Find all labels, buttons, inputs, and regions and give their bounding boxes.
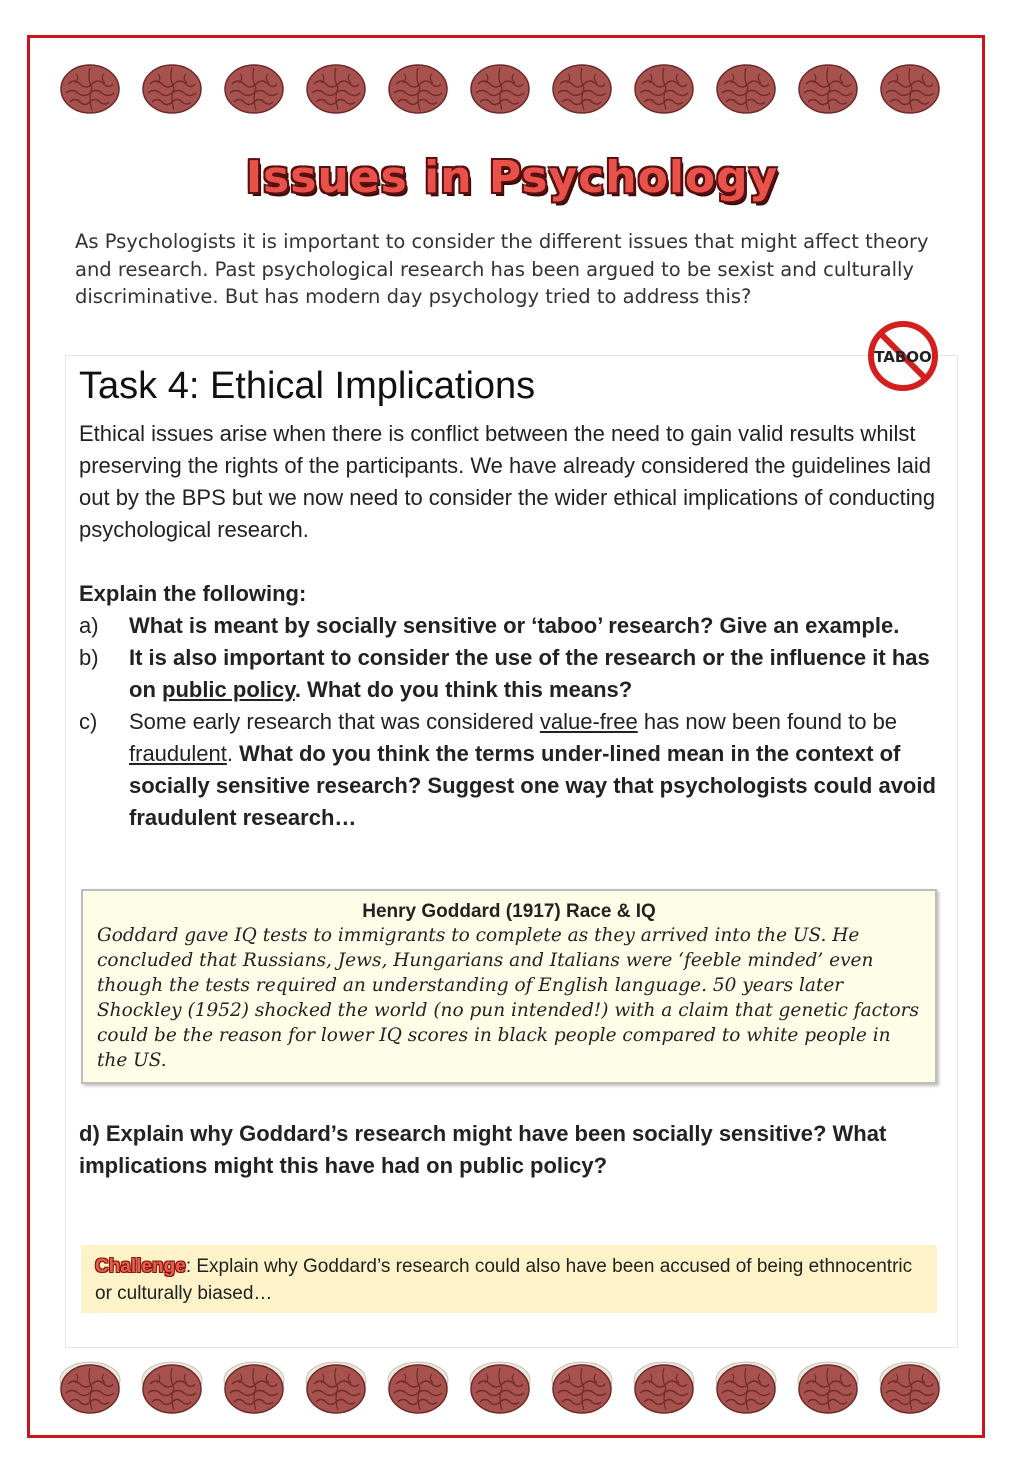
question-b bbox=[79, 642, 949, 706]
term-fraudulent: fraudulent bbox=[129, 741, 227, 766]
brain-icon bbox=[304, 1360, 368, 1416]
brain-icon bbox=[222, 60, 286, 116]
brain-icon bbox=[222, 1360, 286, 1416]
brain-icon bbox=[304, 60, 368, 116]
question-c-dot: . bbox=[226, 741, 233, 766]
goddard-title: Henry Goddard (1917) Race & IQ bbox=[362, 901, 656, 922]
term-public-policy: public policy bbox=[162, 677, 295, 702]
question-a-letter: a) bbox=[79, 613, 99, 638]
brain-icon bbox=[632, 1360, 696, 1416]
brain-row-top bbox=[58, 60, 958, 120]
brain-icon bbox=[468, 60, 532, 116]
goddard-case-box bbox=[81, 889, 937, 1084]
question-c-bold: What do you think the terms under-lined mean in the context of socially sensitive research? Suggest one way that psychologists could avoid fraudulent research… bbox=[129, 741, 936, 830]
brain-icon bbox=[386, 1360, 450, 1416]
question-b-letter: b) bbox=[79, 645, 99, 670]
task-body: Ethical issues arise when there is conflict between the need to gain valid results whilst preserving the rights of the participants. We have already considered the guidelines laid out by the BPS but we now need to consider the wider ethical implications of conducting psychological research. bbox=[79, 421, 936, 542]
brain-icon bbox=[878, 60, 942, 116]
brain-icon bbox=[796, 60, 860, 116]
question-c bbox=[79, 706, 949, 834]
intro-paragraph: As Psychologists it is important to consider the different issues that might affect theory and research. Past psychological research has been argued to be sexist and culturally discriminative. But has modern day psychology tried to address this? bbox=[75, 230, 929, 308]
question-b-post: . What do you think this means? bbox=[294, 677, 633, 702]
brain-icon bbox=[550, 1360, 614, 1416]
explain-heading: Explain the following: bbox=[79, 581, 307, 606]
brain-icon bbox=[140, 1360, 204, 1416]
taboo-sign-icon bbox=[864, 320, 942, 392]
challenge-box bbox=[81, 1245, 937, 1313]
question-a-text: What is meant by socially sensitive or ‘taboo’ research? Give an example. bbox=[129, 613, 900, 638]
term-value-free: value-free bbox=[539, 709, 638, 734]
brain-icon bbox=[714, 60, 778, 116]
question-c-letter: c) bbox=[79, 709, 98, 734]
brain-icon bbox=[468, 1360, 532, 1416]
page-title: Issues in Psychology bbox=[245, 152, 779, 203]
brain-icon bbox=[714, 1360, 778, 1416]
question-b-pre: It is also important to consider the use of the research or the influence it has on bbox=[129, 645, 930, 702]
question-c-mid: has now been found to be bbox=[637, 709, 898, 734]
taboo-sign-text: TABOO bbox=[874, 348, 932, 366]
question-c-pre: Some early research that was considered bbox=[129, 709, 540, 734]
question-a bbox=[79, 610, 949, 642]
question-b-text bbox=[129, 642, 949, 706]
brain-icon bbox=[58, 60, 122, 116]
brain-icon bbox=[386, 60, 450, 116]
brain-icon bbox=[878, 1360, 942, 1416]
question-c-text bbox=[129, 706, 949, 834]
brain-row-bottom bbox=[58, 1360, 958, 1420]
brain-icon bbox=[550, 60, 614, 116]
question-d: d) Explain why Goddard’s research might have been socially sensitive? What implications might this have had on public policy? bbox=[79, 1121, 887, 1178]
challenge-text: : Explain why Goddard’s research could also have been accused of being ethnocentric or culturally biased… bbox=[95, 1256, 913, 1304]
goddard-text: Goddard gave IQ tests to immigrants to complete as they arrived into the US. He concluded that Russians, Jews, Hungarians and Italians were ‘feeble minded’ even though the tests required an understanding of English language. 50 years later Shockley (1952) shocked the world (no pun intended!) with a claim that genetic factors could be the reason for lower IQ scores in black people compared to white people in the US. bbox=[97, 925, 919, 1071]
brain-icon bbox=[632, 60, 696, 116]
challenge-label: Challenge bbox=[95, 1256, 186, 1277]
brain-icon bbox=[140, 60, 204, 116]
brain-icon bbox=[58, 1360, 122, 1416]
brain-icon bbox=[796, 1360, 860, 1416]
task-title: Task 4: Ethical Implications bbox=[79, 365, 536, 407]
question-list bbox=[79, 610, 949, 834]
